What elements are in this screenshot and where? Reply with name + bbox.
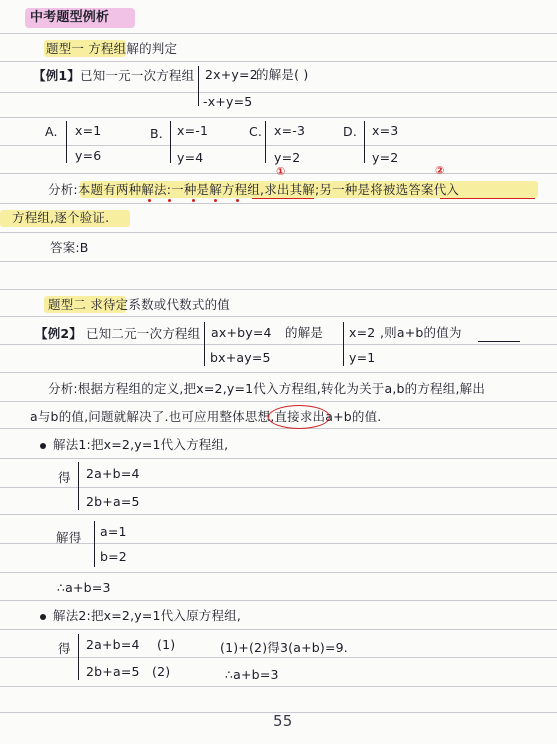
example2-sol-suffix: ,则a+b的值为 <box>380 325 462 340</box>
method1-de: 得 <box>58 470 71 485</box>
red-circled-number: ① <box>276 165 286 178</box>
type2-analysis-line1: 分析:根据方程组的定义,把x=2,y=1代入方程组,转化为关于a,b的方程组,解出 <box>48 381 486 396</box>
ruled-line <box>0 629 557 630</box>
method2-eq2: 2b+a=5 <box>86 664 140 679</box>
example2-eq1-suffix: 的解是 <box>285 325 324 340</box>
example2-eq2: bx+ay=5 <box>210 350 271 365</box>
ruled-line <box>0 61 557 62</box>
answer-blank <box>478 341 520 342</box>
option-c-brace <box>265 121 272 163</box>
type1-analysis-line2: 方程组,逐个验证. <box>12 210 110 225</box>
option-b-y: y=4 <box>177 150 204 165</box>
method1-sol-b: b=2 <box>100 549 127 564</box>
option-d-brace <box>364 121 371 163</box>
ruled-line <box>0 686 557 687</box>
ruled-line <box>0 316 557 317</box>
type1-analysis-line1: 分析:本题有两种解法:一种是解方程组,求出其解;另一种是将被选答案代入 <box>48 182 460 197</box>
example1-eq1-suffix: 的解是( ) <box>256 67 309 82</box>
method2-eq1: 2a+b=4 <box>86 637 140 652</box>
ruled-line <box>0 232 557 233</box>
method2-result: ∴a+b=3 <box>225 667 279 682</box>
red-circle-mark <box>268 405 330 429</box>
red-dot <box>236 199 239 202</box>
ruled-line <box>0 261 557 262</box>
option-b-x: x=-1 <box>177 123 209 138</box>
option-d-x: x=3 <box>372 123 399 138</box>
option-c-label: C. <box>249 124 263 139</box>
option-c-y: y=2 <box>274 150 301 165</box>
method1-eq2: 2b+a=5 <box>86 494 140 509</box>
ruled-line <box>0 543 557 544</box>
red-circled-number: ② <box>435 164 445 177</box>
option-c-x: x=-3 <box>274 123 306 138</box>
method1-jiede: 解得 <box>56 530 82 545</box>
method1-label: 解法1:把x=2,y=1代入方程组, <box>53 437 229 452</box>
method2-label: 解法2:把x=2,y=1代入原方程组, <box>53 608 242 623</box>
type2-analysis-line2: a与b的值,问题就解决了.也可应用整体思想,直接求出a+b的值. <box>30 409 382 424</box>
ruled-line <box>0 600 557 601</box>
ruled-line <box>0 33 557 34</box>
ruled-line <box>0 572 557 573</box>
example2-sol-y: y=1 <box>349 350 376 365</box>
method2-eq2-tag: (2) <box>152 664 171 679</box>
example1-tag: 【例1】 <box>33 68 80 83</box>
method1-sol-a: a=1 <box>100 524 127 539</box>
method1-eq1: 2a+b=4 <box>86 466 140 481</box>
ruled-line <box>0 428 557 429</box>
option-b-label: B. <box>150 126 163 141</box>
method2-de: 得 <box>58 641 71 656</box>
ruled-line <box>0 458 557 459</box>
method1-result: ∴a+b=3 <box>57 580 111 595</box>
page-number: 55 <box>273 712 293 730</box>
ruled-line <box>0 289 557 290</box>
example2-text: 已知二元一次方程组 <box>86 326 201 341</box>
method2-eq1-tag: (1) <box>157 637 176 652</box>
red-underline <box>252 198 314 199</box>
page-title: 中考题型例析 <box>30 10 110 25</box>
example2-eq1: ax+by=4 <box>211 325 272 340</box>
red-dot <box>192 199 195 202</box>
example2-tag: 【例2】 <box>35 326 82 341</box>
example2-sol-x: x=2 <box>349 325 376 340</box>
ruled-line <box>0 514 557 515</box>
type2-heading: 题型二 求待定系数或代数式的值 <box>48 297 230 312</box>
bullet <box>40 443 46 449</box>
example1-text: 已知一元一次方程组 <box>80 68 195 83</box>
option-d-label: D. <box>343 124 357 139</box>
example1-eq1: 2x+y=2 <box>205 67 258 82</box>
option-a-label: A. <box>45 124 58 139</box>
option-d-y: y=2 <box>372 150 399 165</box>
type1-answer: 答案:B <box>50 240 89 255</box>
option-b-brace <box>170 121 177 163</box>
ruled-line <box>0 401 557 402</box>
ruled-line <box>0 145 557 146</box>
red-dot <box>168 199 171 202</box>
method2-step: (1)+(2)得3(a+b)=9. <box>220 640 348 655</box>
type1-heading: 题型一 方程组解的判定 <box>46 41 178 56</box>
example1-eq2: -x+y=5 <box>203 94 253 109</box>
bullet <box>40 614 46 620</box>
method1-brace <box>78 462 85 510</box>
ruled-line <box>0 372 557 373</box>
ruled-line <box>0 344 557 345</box>
red-dot <box>214 199 217 202</box>
option-a-brace <box>66 121 73 163</box>
ruled-line <box>0 203 557 204</box>
ruled-line <box>0 117 557 118</box>
method2-brace <box>78 634 85 680</box>
option-a-x: x=1 <box>75 123 102 138</box>
solution-brace <box>343 322 344 366</box>
red-underline <box>440 198 535 199</box>
option-a-y: y=6 <box>75 148 102 163</box>
red-dot <box>148 199 151 202</box>
ruled-line <box>0 92 557 93</box>
